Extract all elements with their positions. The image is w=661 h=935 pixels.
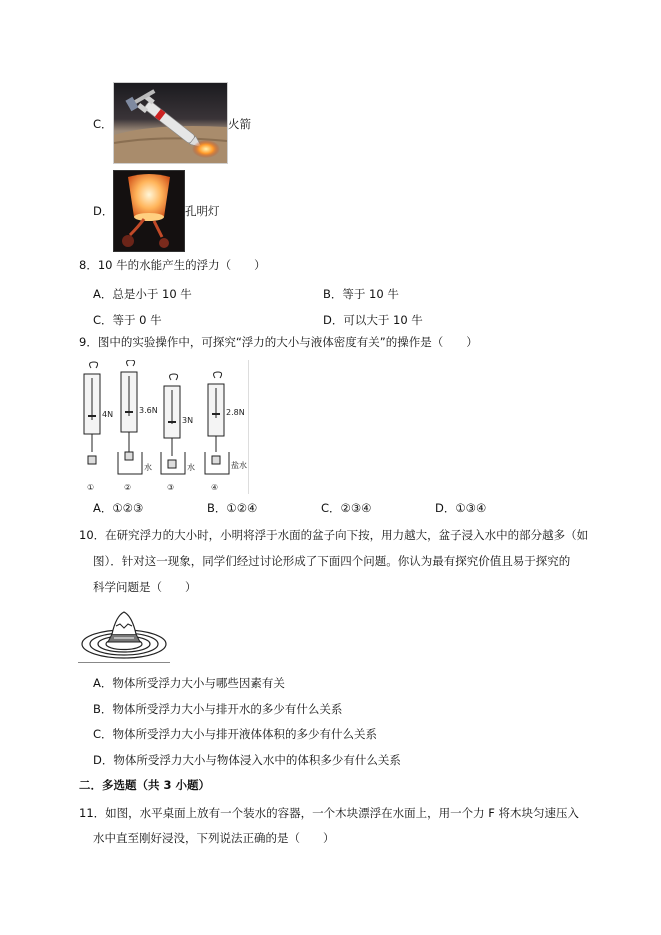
q10-option-a: A．物体所受浮力大小与哪些因素有关 [93,676,285,690]
q9-stem: 9．图中的实验操作中，可探究“浮力的大小与液体密度有关”的操作是（ ） [79,335,478,349]
q8-option-d: D．可以大于 10 牛 [323,313,423,327]
q9-option-d: D．①③④ [435,501,487,515]
reading-1: 4N [102,410,114,419]
setup-number-4: ④ [211,483,219,492]
basin-figure [78,604,170,663]
liquid-3: 水 [187,463,195,472]
reading-2: 3.6N [139,406,158,415]
liquid-4: 盐水 [231,461,247,470]
q8-option-b: B．等于 10 牛 [323,287,399,301]
option-c-letter: C． [93,117,113,131]
lantern-image [113,170,185,252]
section-title: 二．多选题（共 3 小题） [79,778,211,792]
q9-option-b: B．①②④ [207,501,258,515]
q9-option-c: C．②③④ [321,501,372,515]
setup-number-2: ② [124,483,132,492]
rocket-image [113,82,228,164]
spring-scale-figure [76,360,249,494]
q10-option-b: B．物体所受浮力大小与排开水的多少有什么关系 [93,702,343,716]
q8-option-a: A．总是小于 10 牛 [93,287,192,301]
setup-number-3: ③ [167,483,175,492]
option-c-label: 火箭 [228,117,251,131]
q10-option-c: C．物体所受浮力大小与排开液体体积的多少有什么关系 [93,727,378,741]
option-d-label: 孔明灯 [185,204,220,218]
q8-stem: 8．10 牛的水能产生的浮力（ ） [79,258,266,272]
liquid-2: 水 [144,463,152,472]
setup-number-1: ① [87,483,95,492]
q10-stem-line-1: 10．在研究浮力的大小时，小明将浮于水面的盆子向下按，用力越大，盆子浸入水中的部分越多（如 [79,528,589,542]
reading-4: 2.8N [226,408,245,417]
q10-stem-line-3: 科学问题是（ ） [93,580,197,594]
q9-option-a: A．①②③ [93,501,144,515]
q8-option-c: C．等于 0 牛 [93,313,162,327]
reading-3: 3N [182,416,194,425]
q11-stem-line-2: 水中直至刚好浸没，下列说法正确的是（ ） [93,831,335,845]
q10-stem-line-2: 图）．针对这一现象，同学们经过讨论形成了下面四个问题。你认为最有探究价值且易于探究的 [93,554,571,568]
q10-option-d: D．物体所受浮力大小与物体浸入水中的体积多少有什么关系 [93,753,401,767]
option-d-letter: D． [93,204,114,218]
q11-stem-line-1: 11．如图，水平桌面上放有一个装水的容器，一个木块漂浮在水面上，用一个力 F 将木块匀速压入 [79,806,580,820]
